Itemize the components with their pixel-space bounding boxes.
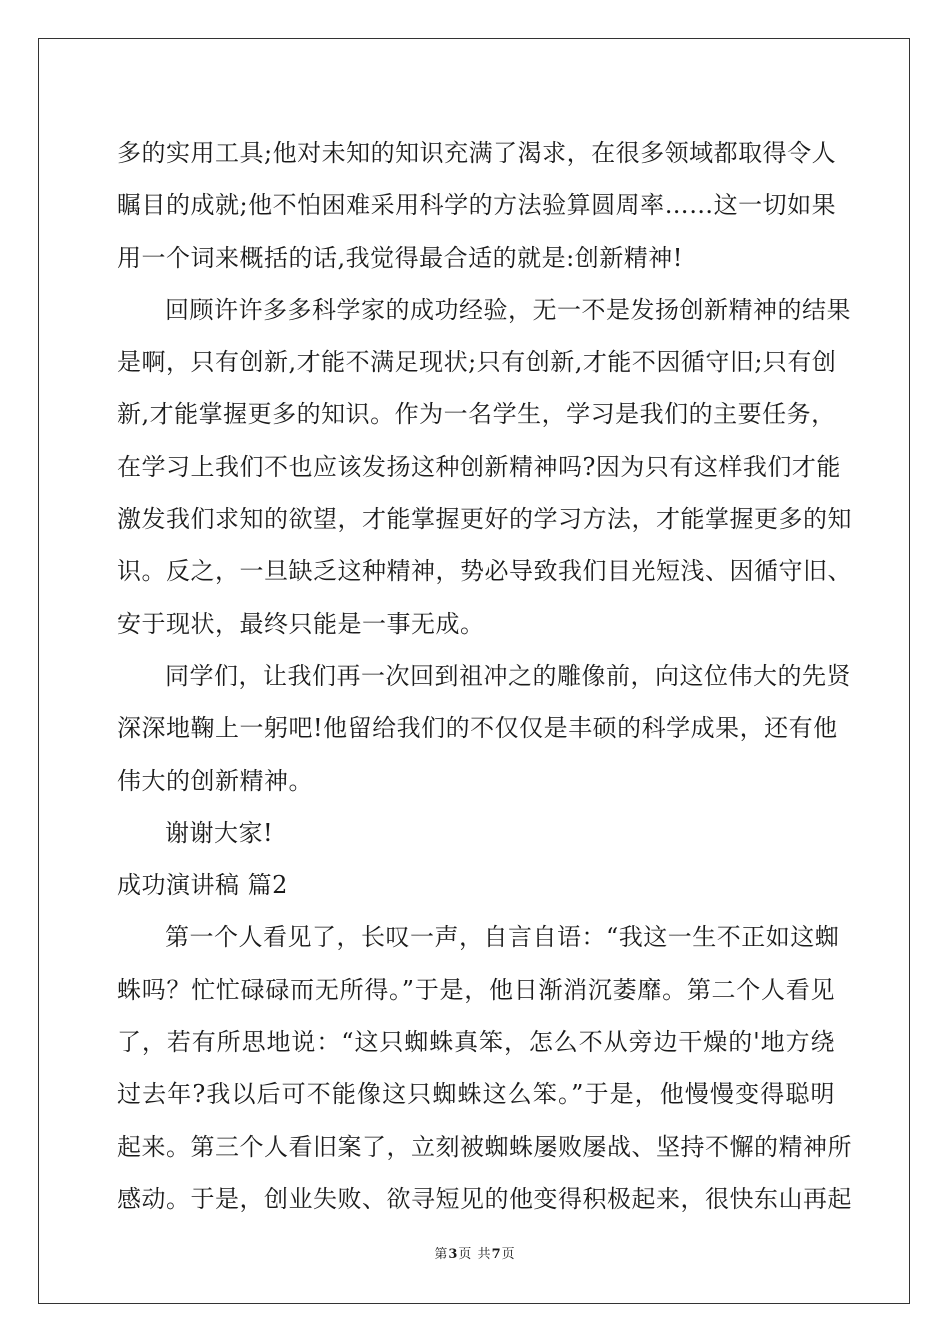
text-line: 安于现状，最终只能是一事无成。	[117, 609, 485, 638]
text-line: 瞩目的成就;他不怕困难采用科学的方法验算圆周率……这一切如果	[117, 191, 837, 220]
document-body	[117, 127, 852, 1225]
text-line: 激发我们求知的欲望，才能掌握更好的学习方法，才能掌握更多的知	[117, 505, 852, 534]
text-line: 识。反之，一旦缺乏这种精神，势必导致我们目光短浅、因循守旧、	[117, 557, 852, 586]
text-line: 新,才能掌握更多的知识。作为一名学生，学习是我们的主要任务，	[117, 400, 836, 429]
text-line: 用一个词来概括的话,我觉得最合适的就是:创新精神!	[117, 243, 683, 272]
section-heading: 成功演讲稿 篇2	[117, 871, 288, 900]
paragraph-start-line: 第一个人看见了，长叹一声，自言自语：“我这一生不正如这蜘	[165, 923, 840, 952]
text-line: 了，若有所思地说：“这只蜘蛛真笨，怎么不从旁边干燥的'地方绕	[117, 1028, 835, 1057]
text-line: 起来。第三个人看旧案了，立刻被蜘蛛屡败屡战、坚持不懈的精神所	[117, 1132, 852, 1161]
text-line: 在学习上我们不也应该发扬这种创新精神吗?因为只有这样我们才能	[117, 452, 841, 481]
page-prefix: 第	[434, 1247, 449, 1262]
text-line: 深深地鞠上一躬吧!他留给我们的不仅仅是丰硕的科学成果，还有他	[117, 714, 838, 743]
current-page-number: 3	[448, 1247, 459, 1262]
text-line: 蛛吗？忙忙碌碌而无所得。”于是，他日渐消沉萎靡。第二个人看见	[117, 975, 835, 1004]
text-line: 多的实用工具;他对未知的知识充满了渴求，在很多领域都取得令人	[117, 139, 837, 167]
paragraph-start-line: 同学们，让我们再一次回到祖冲之的雕像前，向这位伟大的先贤	[165, 661, 851, 690]
paragraph-start-line: 回顾许许多多科学家的成功经验，无一不是发扬创新精神的结果	[165, 295, 851, 324]
text-line: 感动。于是，创业失败、欲寻短见的他变得积极起来，很快东山再起	[117, 1184, 852, 1213]
total-page-number: 7	[491, 1247, 502, 1262]
closing-line: 谢谢大家!	[165, 818, 274, 847]
page-mid: 页 共	[458, 1247, 492, 1262]
text-line: 是啊，只有创新,才能不满足现状;只有创新,才能不因循守旧;只有创	[117, 348, 837, 377]
page-footer	[0, 1243, 950, 1262]
text-line: 伟大的创新精神。	[117, 766, 313, 795]
text-line: 过去年?我以后可不能像这只蜘蛛这么笨。”于是，他慢慢变得聪明	[117, 1080, 835, 1109]
page-suffix: 页	[501, 1247, 516, 1262]
